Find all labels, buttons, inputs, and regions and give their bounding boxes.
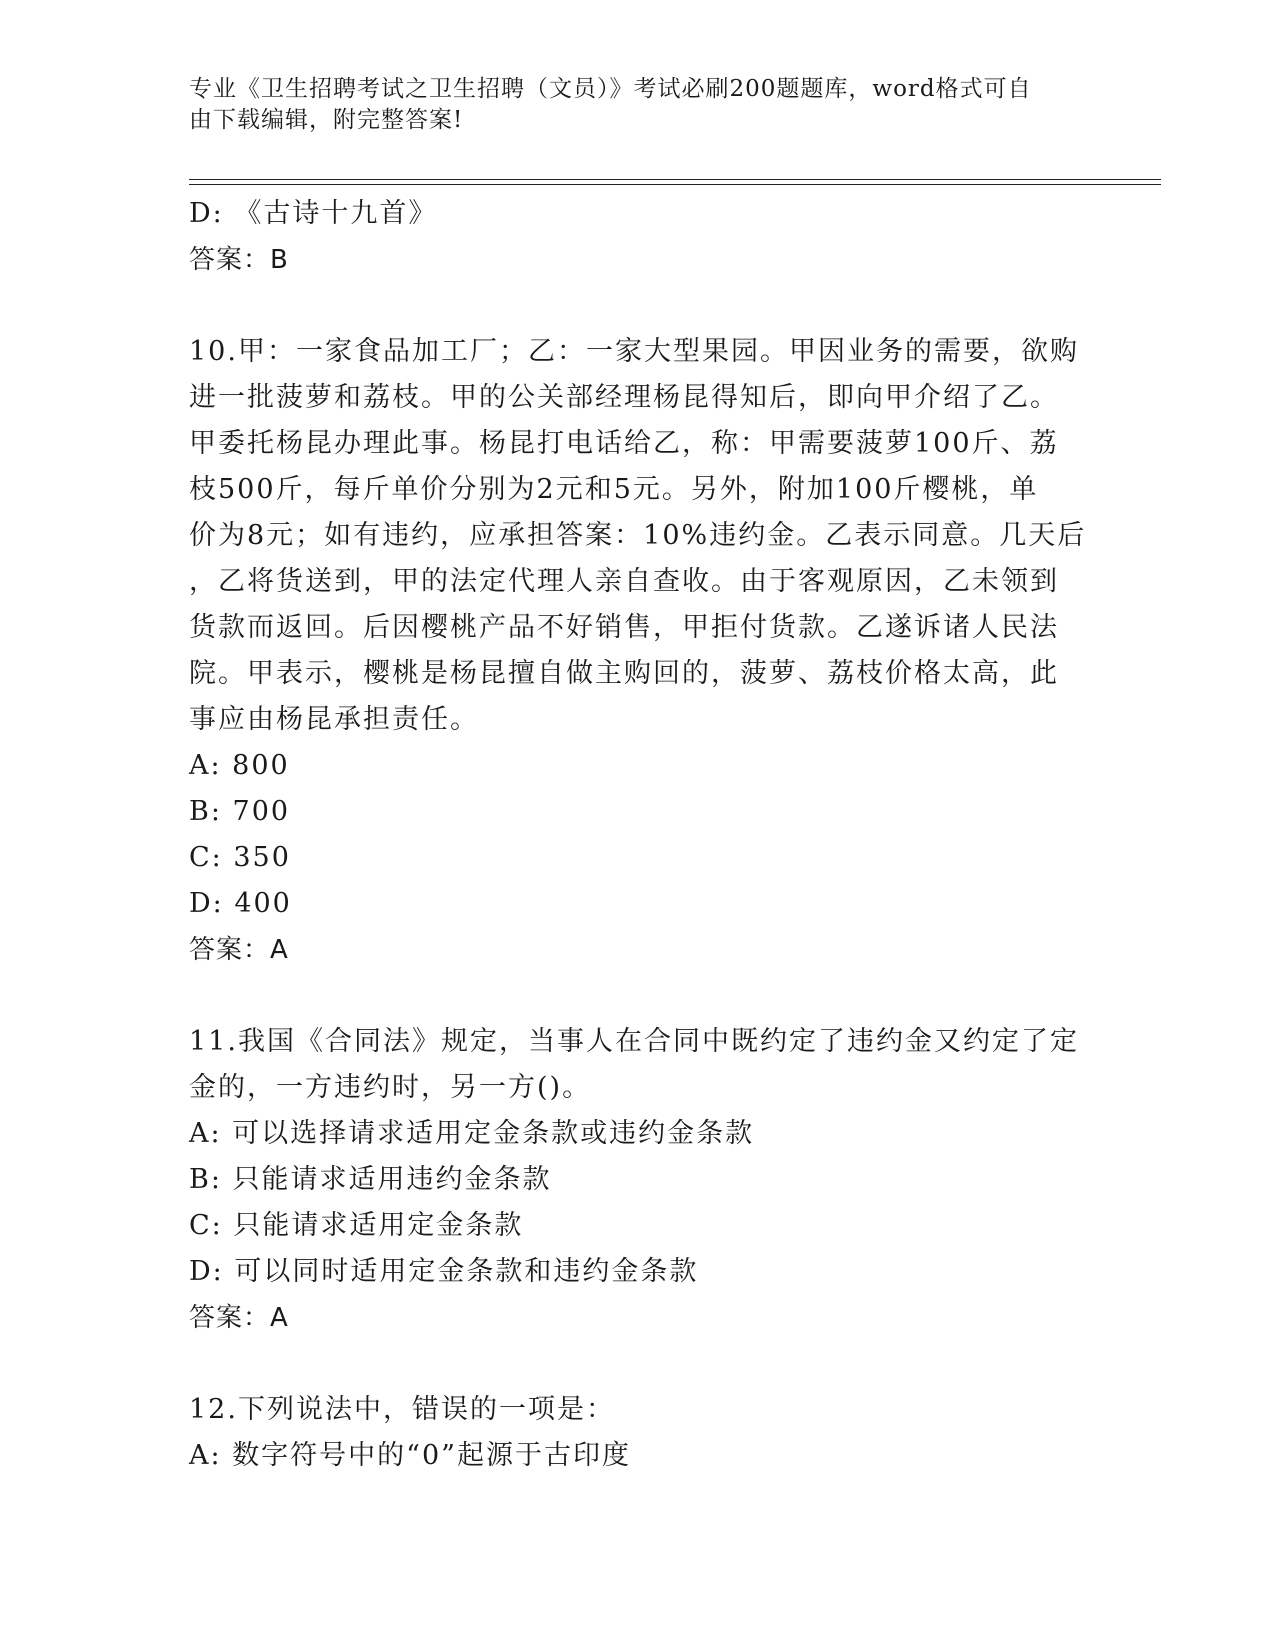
question-content <box>189 191 1089 1479</box>
question-text-line: 12.下列说法中，错误的一项是： <box>189 1394 615 1425</box>
spacer <box>189 1341 1089 1387</box>
question-text-line: 价为8元；如有违约，应承担答案：10%违约金。乙表示同意。几天后 <box>189 520 1087 551</box>
question-text-line: 枝500斤，每斤单价分别为2元和5元。另外，附加100斤樱桃，单 <box>189 474 1039 505</box>
question-text-line: 甲委托杨昆办理此事。杨昆打电话给乙，称：甲需要菠萝100斤、荔 <box>189 428 1059 459</box>
option-b: B: 只能请求适用违约金条款 <box>189 1164 552 1195</box>
option-a: A: 数字符号中的“0”起源于古印度 <box>189 1440 631 1471</box>
spacer <box>189 283 1089 329</box>
question-11 <box>189 1019 1089 1341</box>
option-a: A: 可以选择请求适用定金条款或违约金条款 <box>189 1118 755 1149</box>
option-c: C: 只能请求适用定金条款 <box>189 1210 524 1241</box>
option-b: B: 700 <box>189 796 291 827</box>
answer-line: 答案：A <box>189 1303 289 1333</box>
option-d: D: 400 <box>189 888 292 919</box>
header-divider-bottom <box>189 184 1161 185</box>
question-text-line: ，乙将货送到，甲的法定代理人亲自查收。由于客观原因，乙未领到 <box>189 566 1059 597</box>
question-text-line: 11.我国《合同法》规定，当事人在合同中既约定了违约金又约定了定 <box>189 1026 1079 1057</box>
question-text-line: 金的，一方违约时，另一方()。 <box>189 1072 592 1103</box>
header-line-1: 专业《卫生招聘考试之卫生招聘（文员）》考试必刷200题题库，word格式可自 <box>189 76 1032 102</box>
option-c: C: 350 <box>189 842 291 873</box>
question-12 <box>189 1387 1089 1479</box>
question-text-line: 货款而返回。后因樱桃产品不好销售，甲拒付货款。乙遂诉诸人民法 <box>189 612 1059 643</box>
header-line-2: 由下载编辑，附完整答案! <box>189 107 464 133</box>
answer-line: 答案：B <box>189 245 289 275</box>
option-d: D: 可以同时适用定金条款和违约金条款 <box>189 1256 699 1287</box>
question-text-line: 院。甲表示，樱桃是杨昆擅自做主购回的，菠萝、荔枝价格太高，此 <box>189 658 1059 689</box>
page-header <box>189 74 1069 136</box>
question-10 <box>189 329 1089 973</box>
option-d: D: 《古诗十九首》 <box>189 198 438 229</box>
question-text-line: 进一批菠萝和荔枝。甲的公关部经理杨昆得知后，即向甲介绍了乙。 <box>189 382 1059 413</box>
answer-line: 答案：A <box>189 935 289 965</box>
spacer <box>189 973 1089 1019</box>
option-a: A: 800 <box>189 750 290 781</box>
question-text-line: 10.甲：一家食品加工厂；乙：一家大型果园。甲因业务的需要，欲购 <box>189 336 1079 367</box>
question-text-line: 事应由杨昆承担责任。 <box>189 704 479 735</box>
header-divider-top <box>189 179 1161 180</box>
